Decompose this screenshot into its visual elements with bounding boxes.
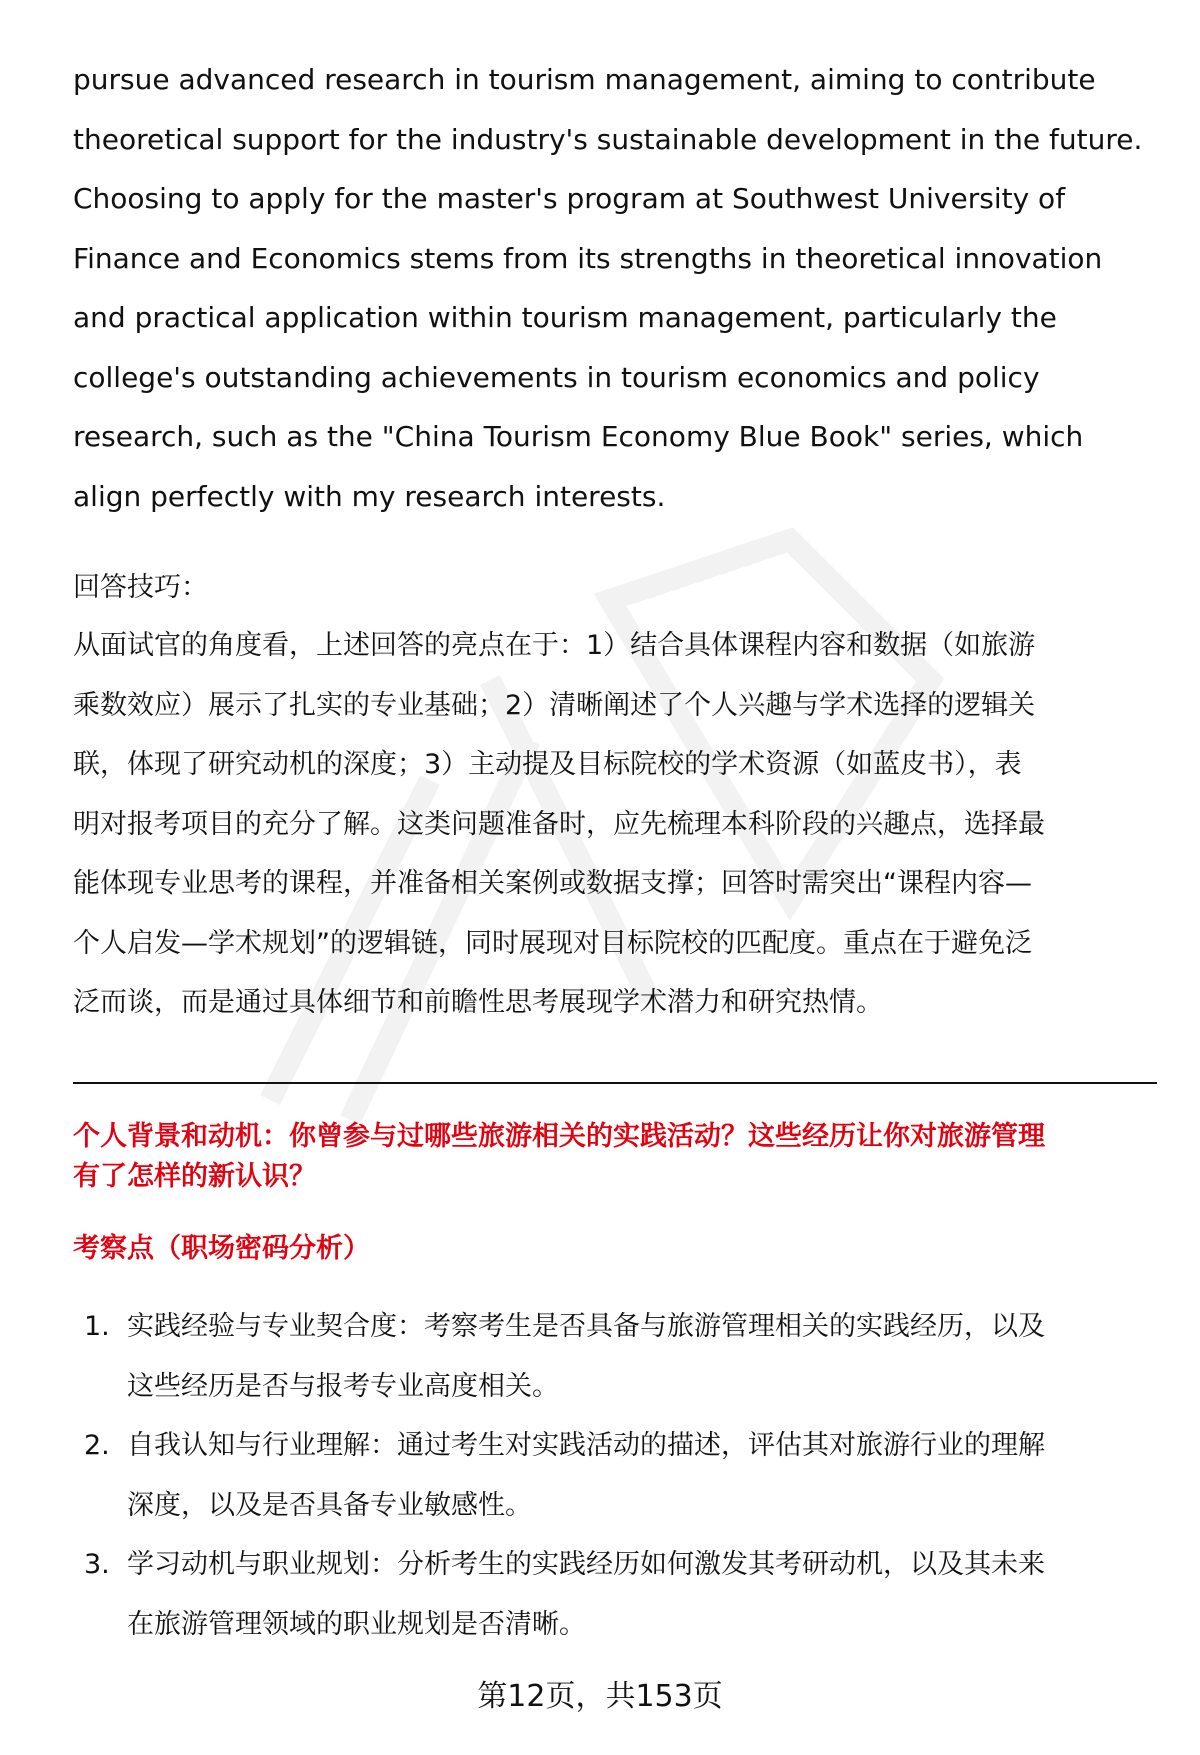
answer-text-line: college's outstanding achievements in tourism economics and policy (73, 360, 1040, 394)
tips-text-line: 联，体现了研究动机的深度；3）主动提及目标院校的学术资源（如蓝皮书），表 (73, 749, 1022, 780)
list-item-text: 学习动机与职业规划：分析考生的实践经历如何激发其考研动机，以及其未来 (127, 1549, 1045, 1580)
question-heading-line: 有了怎样的新认识？ (73, 1161, 316, 1192)
answer-text-line: align perfectly with my research interests. (73, 479, 666, 513)
answer-text-line: Choosing to apply for the master's program at Southwest University of (73, 182, 1066, 215)
question-heading-line: 个人背景和动机：你曾参与过哪些旅游相关的实践活动？这些经历让你对旅游管理 (73, 1121, 1045, 1152)
list-item-text: 自我认知与行业理解：通过考生对实践活动的描述，评估其对旅游行业的理解 (127, 1430, 1045, 1461)
tips-text-line: 泛而谈，而是通过具体细节和前瞻性思考展现学术潜力和研究热情。 (73, 987, 883, 1018)
list-item-number: 2. (84, 1430, 110, 1461)
answer-text-line: research, such as the "China Tourism Economy Blue Book" series, which (73, 420, 1084, 453)
list-item-text: 在旅游管理领域的职业规划是否清晰。 (127, 1608, 586, 1640)
tips-text-line: 乘数效应）展示了扎实的专业基础；2）清晰阐述了个人兴趣与学术选择的逻辑关 (73, 689, 1036, 721)
answer-text-line: theoretical support for the industry's sustainable development in the future. (73, 122, 1143, 156)
tips-text-line: 从面试官的角度看，上述回答的亮点在于：1）结合具体课程内容和数据（如旅游 (73, 630, 1036, 661)
answer-text-line: and practical application within tourism management, particularly the (73, 301, 1057, 334)
tips-text-line: 个人启发—学术规划”的逻辑链，同时展现对目标院校的匹配度。重点在于避免泛 (73, 927, 1032, 959)
page-number: 第12页，共153页 (477, 1679, 723, 1714)
answer-text-line: Finance and Economics stems from its strengths in theoretical innovation (73, 241, 1103, 275)
list-item-text: 深度，以及是否具备专业敏感性。 (127, 1489, 532, 1521)
tips-text-line: 能体现专业思考的课程，并准备相关案例或数据支撑；回答时需突出“课程内容— (73, 868, 1032, 899)
section-divider (73, 1082, 1157, 1084)
list-item-text: 实践经验与专业契合度：考察考生是否具备与旅游管理相关的实践经历，以及 (127, 1311, 1045, 1342)
list-item-text: 这些经历是否与报考专业高度相关。 (127, 1370, 559, 1402)
focus-heading: 考察点（职场密码分析） (73, 1233, 370, 1264)
tips-label: 回答技巧： (73, 572, 208, 603)
answer-text-line: pursue advanced research in tourism management, aiming to contribute (73, 63, 1096, 96)
list-item-number: 3. (84, 1549, 110, 1580)
tips-text-line: 明对报考项目的充分了解。这类问题准备时，应先梳理本科阶段的兴趣点，选择最 (73, 808, 1045, 840)
list-item-number: 1. (84, 1311, 110, 1342)
